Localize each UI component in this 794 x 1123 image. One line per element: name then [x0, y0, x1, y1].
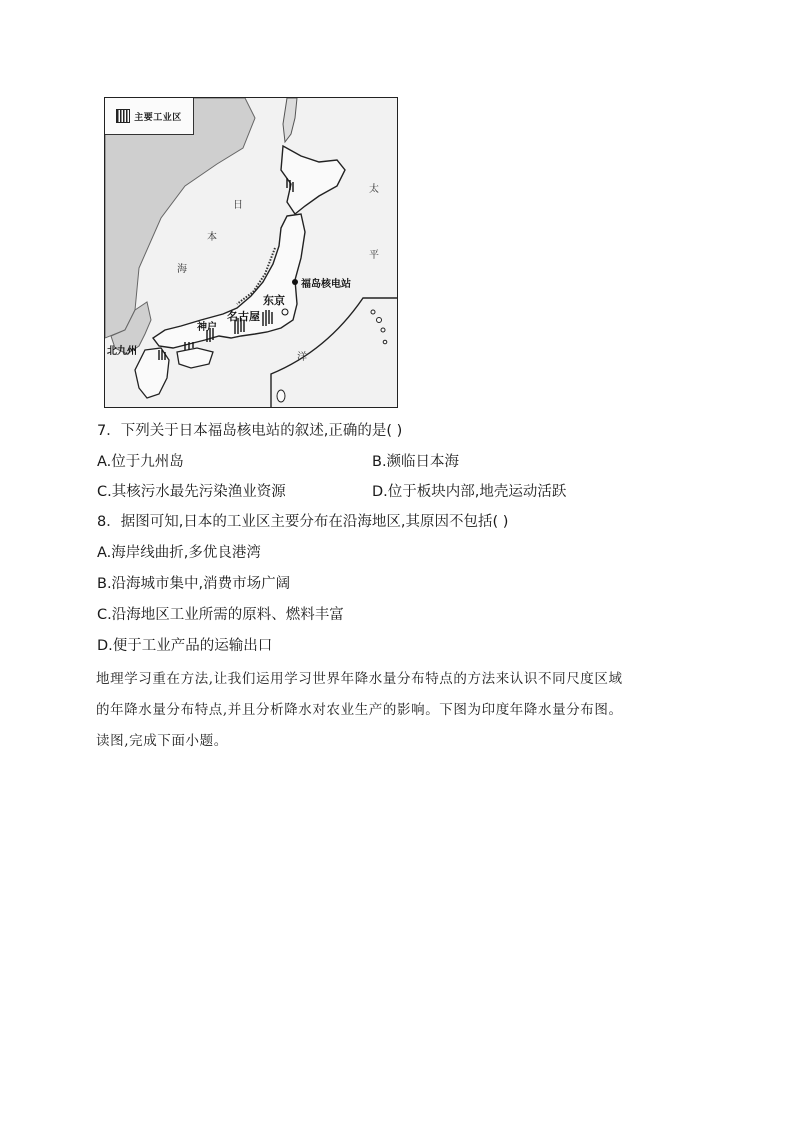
japan-industrial-map	[104, 97, 398, 408]
q8-option-b: B.沿海城市集中,消费市场广阔	[97, 576, 291, 592]
honshu	[153, 214, 305, 348]
legend-label: 主要工业区	[134, 112, 182, 123]
q7-option-a: A.位于九州岛	[97, 454, 184, 470]
label-fukushima: 福岛核电站	[301, 279, 351, 290]
label-pacific-2: 平	[369, 250, 379, 261]
map-graphic	[105, 98, 397, 407]
q7-option-b: B.濒临日本海	[372, 454, 460, 470]
label-sea-of-japan-3: 海	[177, 264, 187, 275]
q8-stem: 8．据图可知,日本的工业区主要分布在沿海地区,其原因不包括( )	[97, 514, 509, 530]
intro-line-3: 读图,完成下面小题。	[96, 733, 228, 749]
label-kobe: 神户	[197, 322, 217, 333]
label-kitakyushu: 北九州	[107, 346, 137, 357]
q8-option-c: C.沿海地区工业所需的原料、燃料丰富	[97, 607, 344, 623]
label-sea-of-japan-2: 本	[207, 232, 217, 243]
q7-stem: 7．下列关于日本福岛核电站的叙述,正确的是( )	[97, 423, 403, 439]
fukushima-dot	[292, 279, 298, 285]
legend-hatch-swatch	[116, 109, 130, 123]
label-pacific-1: 太	[369, 184, 379, 195]
q7-option-c: C.其核污水最先污染渔业资源	[97, 484, 286, 500]
sakhalin	[283, 98, 297, 142]
kyushu	[135, 348, 169, 398]
label-pacific-3: 洋	[297, 352, 307, 363]
map-legend	[105, 98, 194, 135]
ryukyu-islands	[277, 310, 387, 402]
q8-option-d: D.便于工业产品的运输出口	[97, 638, 273, 654]
label-sea-of-japan-1: 日	[233, 200, 243, 211]
intro-line-2: 的年降水量分布特点,并且分析降水对农业生产的影响。下图为印度年降水量分布图。	[96, 702, 623, 718]
label-nagoya: 名古屋	[227, 310, 260, 323]
q8-option-a: A.海岸线曲折,多优良港湾	[97, 545, 261, 561]
q7-option-d: D.位于板块内部,地壳运动活跃	[372, 484, 567, 500]
shikoku	[177, 348, 213, 368]
intro-line-1: 地理学习重在方法,让我们运用学习世界年降水量分布特点的方法来认识不同尺度区域	[96, 671, 623, 687]
label-tokyo: 东京	[263, 294, 285, 307]
